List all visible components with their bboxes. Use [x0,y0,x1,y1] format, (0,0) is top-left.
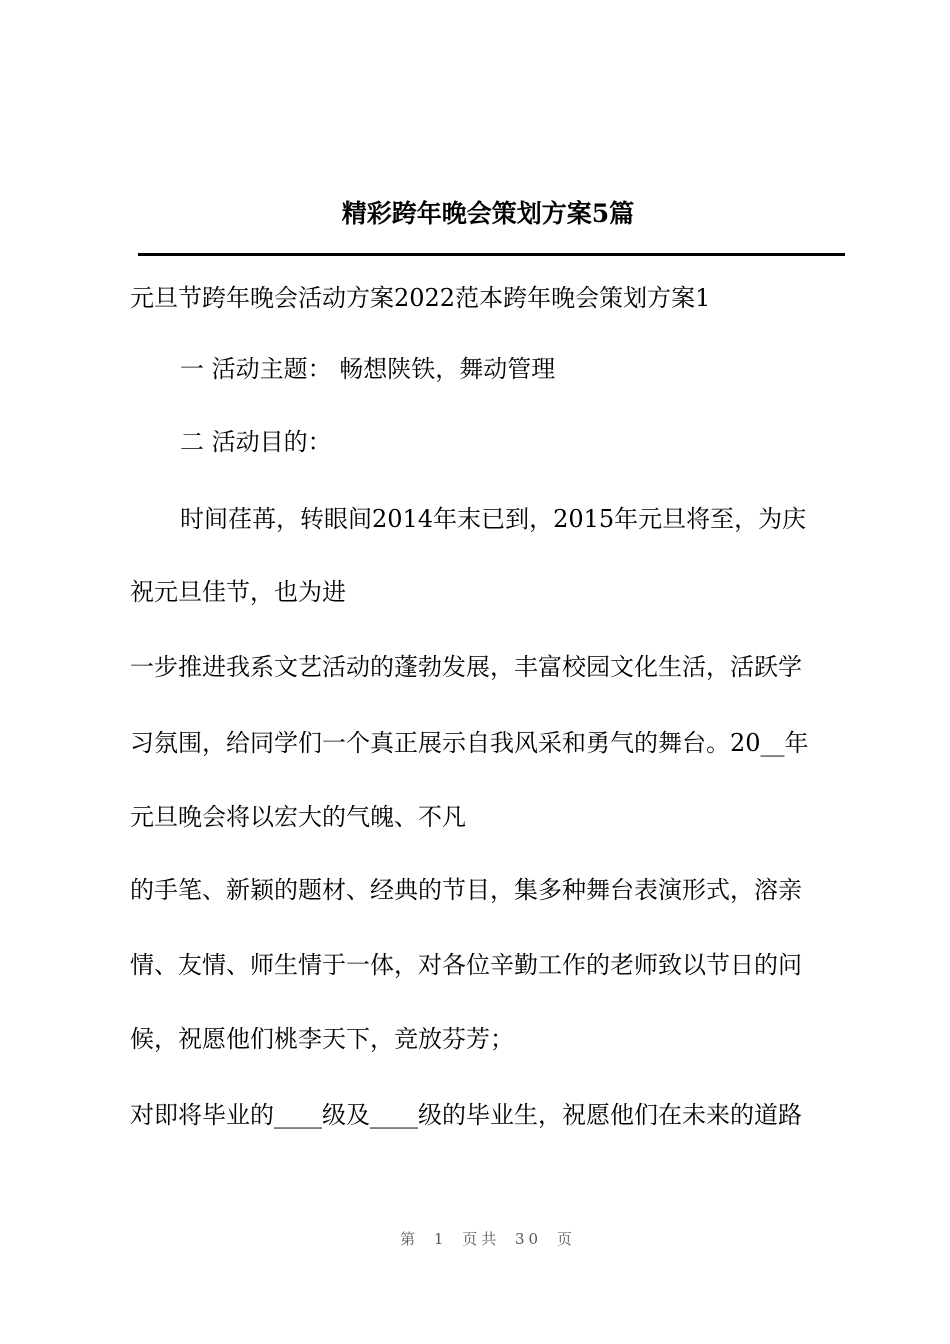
paragraph-line: 二 活动目的： [180,428,332,456]
paragraph-line: 情、友情、师生情于一体，对各位辛勤工作的老师致以节日的问 [130,951,802,979]
paragraph-line: 元旦节跨年晚会活动方案2022范本跨年晚会策划方案1 [130,284,711,312]
paragraph-line: 候，祝愿他们桃李天下，竞放芬芳； [130,1025,514,1053]
paragraph-line: 的手笔、新颖的题材、经典的节目，集多种舞台表演形式，溶亲 [130,876,802,904]
page-title: 精彩跨年晚会策划方案5篇 [341,199,635,228]
paragraph-line: 时间荏苒，转眼间2014年末已到，2015年元旦将至，为庆 [180,505,807,533]
title-divider [138,253,845,256]
paragraph-line: 元旦晚会将以宏大的气魄、不凡 [130,803,466,831]
paragraph-line: 祝元旦佳节，也为进 [130,578,346,606]
paragraph-line: 对即将毕业的____级及____级的毕业生，祝愿他们在未来的道路 [130,1101,802,1129]
paragraph-line: 习氛围，给同学们一个真正展示自我风采和勇气的舞台。20__年 [130,729,809,757]
paragraph-line: 一步推进我系文艺活动的蓬勃发展，丰富校园文化生活，活跃学 [130,653,802,681]
page-number-footer: 第 1 页共 30 页 [400,1230,576,1248]
paragraph-line: 一 活动主题： 畅想陕铁，舞动管理 [180,355,556,383]
